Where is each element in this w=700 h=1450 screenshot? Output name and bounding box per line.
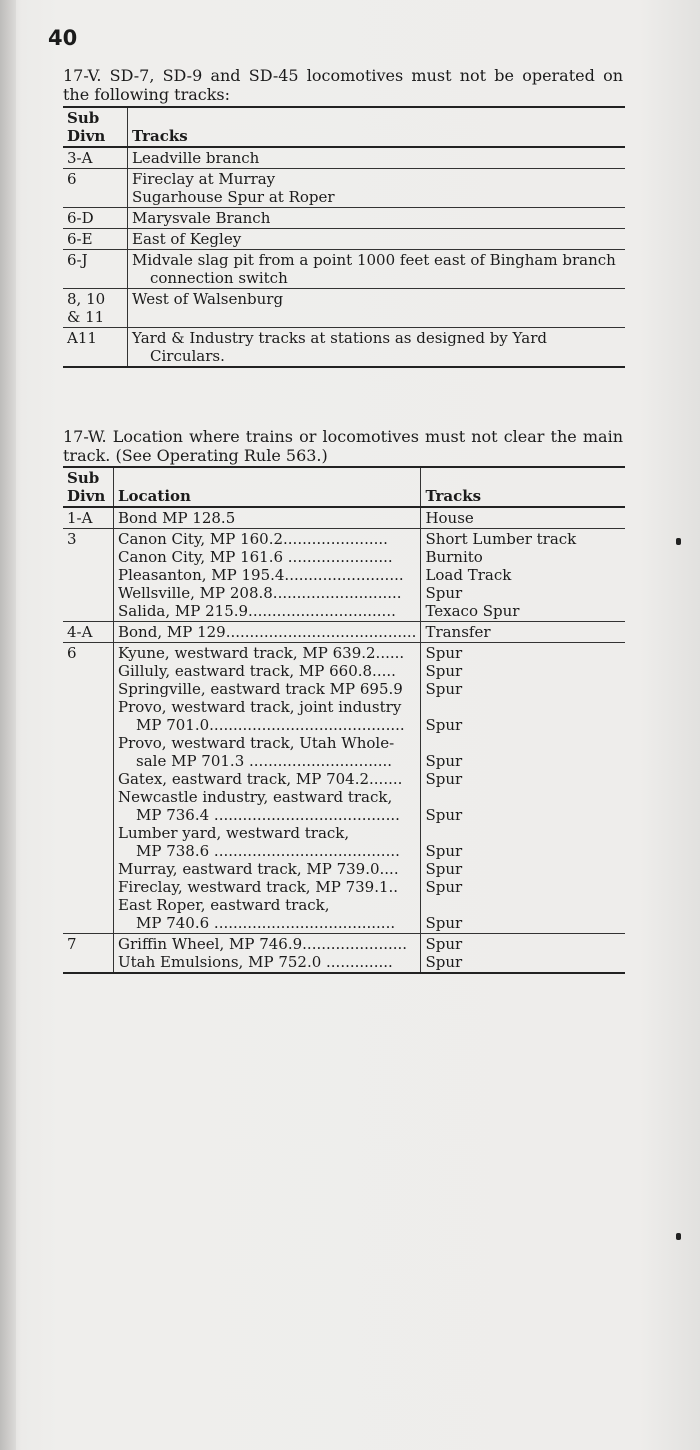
location-cell: [114, 643, 421, 934]
tracks-cell: [421, 622, 625, 643]
table-header-row: [63, 107, 625, 147]
table-row: [63, 328, 625, 368]
track-text: Sugarhouse Spur at Roper: [132, 188, 335, 206]
table-row: [63, 147, 625, 169]
spacer: [425, 824, 621, 842]
location-text-cont: MP 740.6 ......................................: [136, 914, 396, 932]
table-row: [63, 229, 625, 250]
track-text: Load Track: [425, 566, 512, 584]
table-row: [63, 507, 625, 529]
location-text-cont: sale MP 701.3 ..............................: [136, 752, 393, 770]
subdivn-cell: 1-A: [63, 507, 114, 529]
binding-spine: [0, 0, 16, 1450]
table-row: [63, 622, 625, 643]
track-text: Spur: [425, 662, 463, 680]
tracks-cell: [128, 147, 626, 169]
subdivn-cell: 8, 10 & 11: [63, 289, 128, 328]
track-text: Spur: [425, 860, 463, 878]
location-cell: [114, 622, 421, 643]
track-text: Spur: [425, 878, 463, 896]
tracks-cell: [128, 328, 626, 368]
table-header-row: [63, 467, 625, 507]
spacer: [425, 788, 621, 806]
tracks-cell: [128, 250, 626, 289]
spacer: [425, 698, 621, 716]
location-text: Lumber yard, westward track,: [118, 824, 350, 842]
section-w-table: [63, 466, 625, 974]
tracks-cell: [421, 934, 625, 974]
table-row: [63, 643, 625, 934]
table-row: [63, 934, 625, 974]
location-text: Fireclay, westward track, MP 739.1..: [118, 878, 399, 896]
location-text: Canon City, MP 161.6 ......................: [118, 548, 393, 566]
track-text: Marysvale Branch: [132, 209, 271, 227]
subdivn-cell: 7: [63, 934, 114, 974]
table-row: [63, 169, 625, 208]
subdivn-cell: 6: [63, 169, 128, 208]
track-text: Spur: [425, 806, 463, 824]
subdivn-cell: 6-E: [63, 229, 128, 250]
table-row: [63, 529, 625, 622]
subdivn-cell: 6-J: [63, 250, 128, 289]
track-text: West of Walsenburg: [132, 290, 284, 308]
tracks-cell: [128, 208, 626, 229]
location-text-cont: MP 701.0.........................................: [136, 716, 405, 734]
location-cell: [114, 529, 421, 622]
subdivn-cell: A11: [63, 328, 128, 368]
location-text-cont: MP 738.6 .......................................: [136, 842, 400, 860]
page-number: 40: [48, 26, 78, 50]
track-text: Texaco Spur: [425, 602, 520, 620]
location-text: Murray, eastward track, MP 739.0....: [118, 860, 399, 878]
track-text: Fireclay at Murray: [132, 170, 276, 188]
location-text: Salida, MP 215.9...............................: [118, 602, 396, 620]
track-text: Short Lumber track: [425, 530, 577, 548]
track-text: Spur: [425, 680, 463, 698]
track-text: Midvale slag pit from a point 1000 feet east of Bingham branch connection switch: [132, 251, 616, 287]
location-cell: [114, 934, 421, 974]
track-text: Spur: [425, 842, 463, 860]
location-text: Griffin Wheel, MP 746.9......................: [118, 935, 408, 953]
track-text: House: [425, 509, 474, 527]
track-text: Spur: [425, 752, 463, 770]
track-text: Transfer: [425, 623, 491, 641]
tracks-cell: [128, 289, 626, 328]
location-text: Provo, westward track, Utah Whole-: [118, 734, 395, 752]
spacer: [425, 896, 621, 914]
location-text: Newcastle industry, eastward track,: [118, 788, 393, 806]
location-text: Utah Emulsions, MP 752.0 ..............: [118, 953, 393, 971]
track-text: Leadville branch: [132, 149, 260, 167]
track-text: Spur: [425, 644, 463, 662]
track-text: Spur: [425, 770, 463, 788]
ink-speck: [676, 1233, 681, 1240]
track-text: Spur: [425, 953, 463, 971]
section-v-heading: 17-V. SD-7, SD-9 and SD-45 locomotives must not be operated on the following tracks:: [63, 66, 623, 104]
location-cell: [114, 507, 421, 529]
tracks-cell: [421, 507, 625, 529]
col-header-location: Location: [114, 467, 421, 507]
spacer: [425, 734, 621, 752]
location-text: Kyune, westward track, MP 639.2......: [118, 644, 405, 662]
track-text: Spur: [425, 716, 463, 734]
location-text: Bond MP 128.5: [118, 509, 236, 527]
location-text: Gilluly, eastward track, MP 660.8.....: [118, 662, 396, 680]
location-text: Canon City, MP 160.2......................: [118, 530, 388, 548]
location-text: Provo, westward track, joint industry: [118, 698, 402, 716]
tracks-cell: [128, 229, 626, 250]
location-text: Pleasanton, MP 195.4.........................: [118, 566, 404, 584]
track-text: Burnito: [425, 548, 483, 566]
col-header-tracks: Tracks: [425, 487, 482, 505]
location-text: Wellsville, MP 208.8...........................: [118, 584, 402, 602]
subdivn-cell: 6-D: [63, 208, 128, 229]
tracks-cell: [421, 643, 625, 934]
track-text: Spur: [425, 914, 463, 932]
location-text-cont: MP 736.4 .......................................: [136, 806, 400, 824]
track-text: Spur: [425, 584, 463, 602]
section-v-table: [63, 106, 625, 368]
location-text: East Roper, eastward track,: [118, 896, 330, 914]
subdivn-cell: 4-A: [63, 622, 114, 643]
location-text: Springville, eastward track MP 695.9: [118, 680, 403, 698]
table-row: [63, 250, 625, 289]
tracks-cell: [128, 169, 626, 208]
subdivn-cell: 3: [63, 529, 114, 622]
tracks-cell: [421, 529, 625, 622]
subdivn-cell: 3-A: [63, 147, 128, 169]
col-header-subdivn: Sub Divn: [63, 107, 128, 147]
subdivn-cell: 6: [63, 643, 114, 934]
track-text: Spur: [425, 935, 463, 953]
section-w-heading: 17-W. Location where trains or locomotives must not clear the main track. (See Operating Rule 563.): [63, 427, 623, 465]
col-header-tracks: Tracks: [132, 127, 188, 145]
track-text: East of Kegley: [132, 230, 242, 248]
track-text: Yard & Industry tracks at stations as designed by Yard Circulars.: [132, 329, 548, 365]
location-text: Bond, MP 129........................................: [118, 623, 417, 641]
col-header-subdivn: Sub Divn: [63, 467, 114, 507]
location-text: Gatex, eastward track, MP 704.2.......: [118, 770, 403, 788]
ink-speck: [676, 538, 681, 545]
table-row: [63, 208, 625, 229]
table-row: [63, 289, 625, 328]
